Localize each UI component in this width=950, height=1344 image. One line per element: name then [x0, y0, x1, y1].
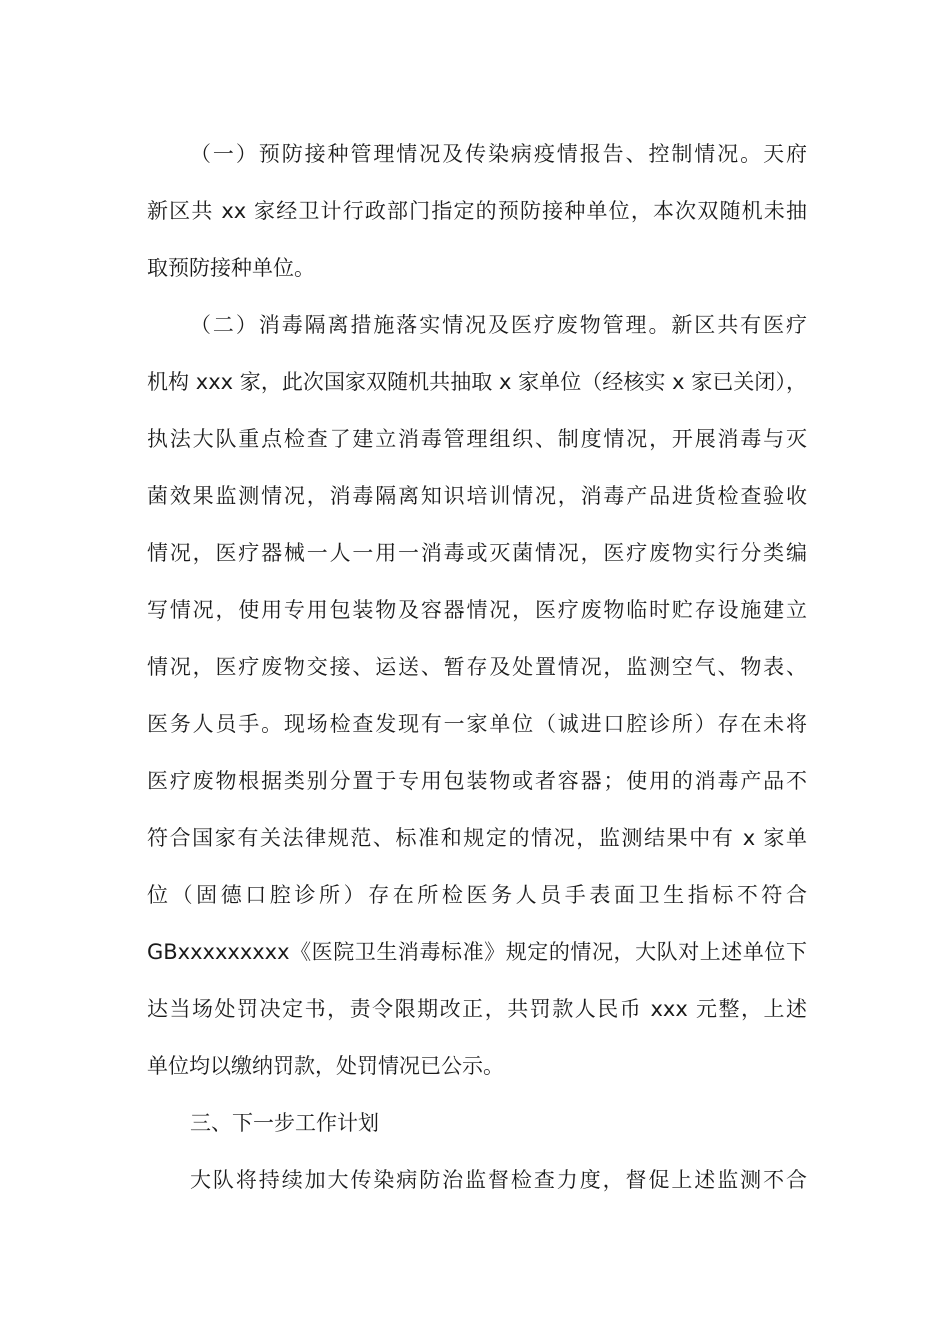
paragraph-1-line-3: 取预防接种单位。	[147, 256, 315, 280]
paragraph-2-line-13: 达当场处罚决定书，责令限期改正，共罚款人民币 xxx 元整，上述	[147, 997, 807, 1021]
paragraph-2-line-2: 机构 xxx 家，此次国家双随机共抽取 x 家单位（经核实 x 家已关闭），	[147, 370, 807, 394]
paragraph-2-line-8: 医务人员手。现场检查发现有一家单位（诚进口腔诊所）存在未将	[147, 712, 807, 736]
section-heading: 三、下一步工作计划	[190, 1111, 379, 1135]
paragraph-2-line-12: GBxxxxxxxxx《医院卫生消毒标准》规定的情况，大队对上述单位下	[147, 940, 807, 964]
paragraph-3-line-1: 大队将持续加大传染病防治监督检查力度，督促上述监测不合	[190, 1168, 807, 1192]
paragraph-2-line-4: 菌效果监测情况，消毒隔离知识培训情况，消毒产品进货检查验收	[147, 484, 807, 508]
paragraph-2-line-6: 写情况，使用专用包装物及容器情况，医疗废物临时贮存设施建立	[147, 598, 807, 622]
paragraph-2-line-5: 情况，医疗器械一人一用一消毒或灭菌情况，医疗废物实行分类编	[147, 541, 807, 565]
paragraph-2-line-14: 单位均以缴纳罚款，处罚情况已公示。	[147, 1054, 504, 1078]
paragraph-2-line-3: 执法大队重点检查了建立消毒管理组织、制度情况，开展消毒与灭	[147, 427, 807, 451]
paragraph-2-line-1: （二）消毒隔离措施落实情况及医疗废物管理。新区共有医疗	[190, 313, 807, 337]
paragraph-2-line-11: 位（固德口腔诊所）存在所检医务人员手表面卫生指标不符合	[147, 883, 807, 907]
paragraph-2-line-7: 情况，医疗废物交接、运送、暂存及处置情况，监测空气、物表、	[147, 655, 807, 679]
paragraph-2-line-9: 医疗废物根据类别分置于专用包装物或者容器；使用的消毒产品不	[147, 769, 807, 793]
paragraph-1-line-2: 新区共 xx 家经卫计行政部门指定的预防接种单位，本次双随机未抽	[147, 199, 807, 223]
paragraph-1-line-1: （一）预防接种管理情况及传染病疫情报告、控制情况。天府	[190, 142, 807, 166]
paragraph-2-line-10: 符合国家有关法律规范、标准和规定的情况，监测结果中有 x 家单	[147, 826, 807, 850]
